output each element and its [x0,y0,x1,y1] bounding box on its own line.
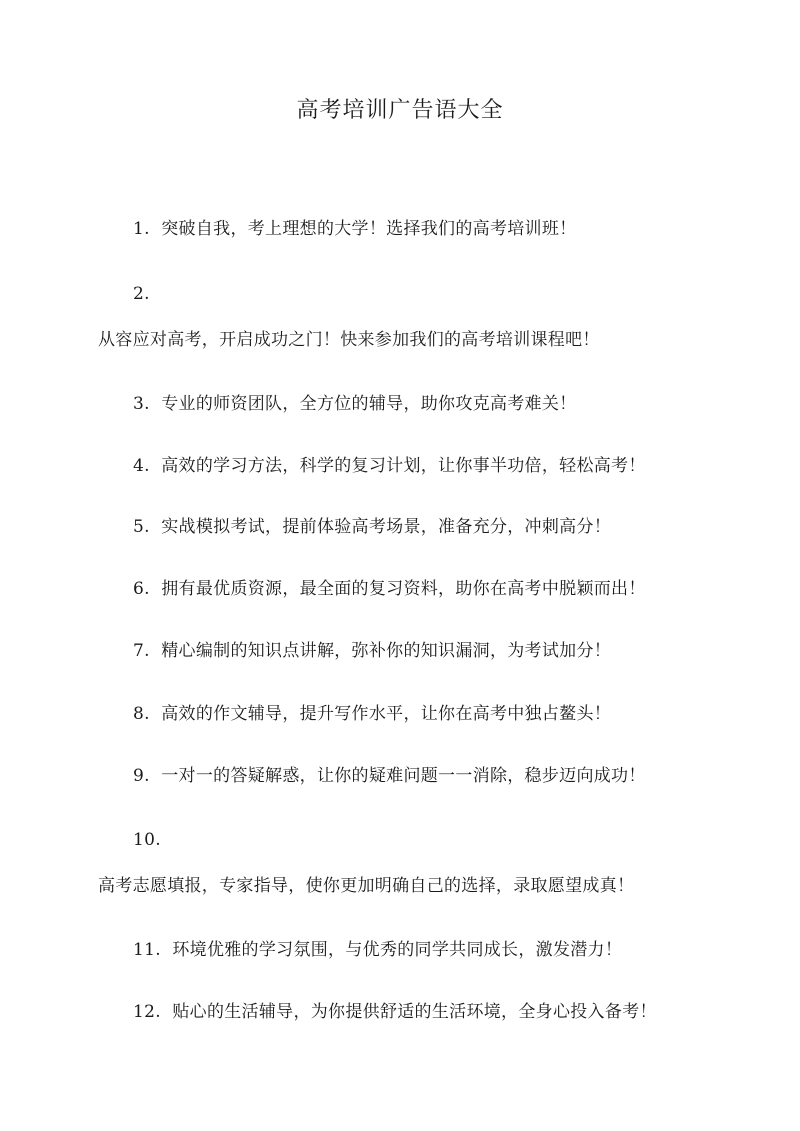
list-item [133,454,646,478]
list-item [133,392,576,416]
item-text: 实战模拟考试，提前体验高考场景，准备充分，冲刺高分！ [161,517,612,537]
item-number: 7. [133,641,150,661]
item-number: 11. [133,940,161,960]
item-text: 高考志愿填报，专家指导，使你更加明确自己的选择，录取愿望成真！ [98,876,635,896]
item-text: 高效的学习方法，科学的复习计划，让你事半功倍，轻松高考！ [161,456,646,476]
item-number: 2. [133,284,150,304]
item-number: 1. [133,219,150,239]
list-item [98,328,600,352]
list-item [133,217,576,241]
item-text: 精心编制的知识点讲解，弥补你的知识漏洞，为考试加分！ [161,641,612,661]
item-number: 4. [133,456,150,476]
item-number: 10. [133,830,161,850]
list-item [133,702,611,726]
item-number: 6. [133,579,150,599]
list-item [98,874,634,898]
item-text: 拥有最优质资源，最全面的复习资料，助你在高考中脱颖而出！ [161,579,646,599]
item-number: 12. [133,1002,161,1022]
list-item [133,938,622,962]
item-text: 高效的作文辅导，提升写作水平，让你在高考中独占鳌头！ [161,704,612,724]
item-text: 贴心的生活辅导，为你提供舒适的生活环境，全身心投入备考！ [172,1002,657,1022]
list-item [133,1000,657,1024]
list-item [133,639,611,663]
list-item [133,764,646,788]
list-item [133,577,646,601]
item-text: 突破自我，考上理想的大学！选择我们的高考培训班！ [161,219,577,239]
item-number: 9. [133,766,150,786]
item-number: 3. [133,394,150,414]
item-text: 一对一的答疑解惑，让你的疑难问题一一消除，稳步迈向成功！ [161,766,646,786]
document-title: 高考培训广告语大全 [296,98,504,123]
item-number: 5. [133,517,150,537]
item-text: 专业的师资团队，全方位的辅导，助你攻克高考难关！ [161,394,577,414]
item-number: 8. [133,704,150,724]
item-text: 环境优雅的学习氛围，与优秀的同学共同成长，激发潜力！ [172,940,623,960]
list-item [133,515,611,539]
list-item-number-line [133,828,161,852]
list-item-number-line [133,282,150,306]
item-text: 从容应对高考，开启成功之门！快来参加我们的高考培训课程吧！ [98,330,600,350]
